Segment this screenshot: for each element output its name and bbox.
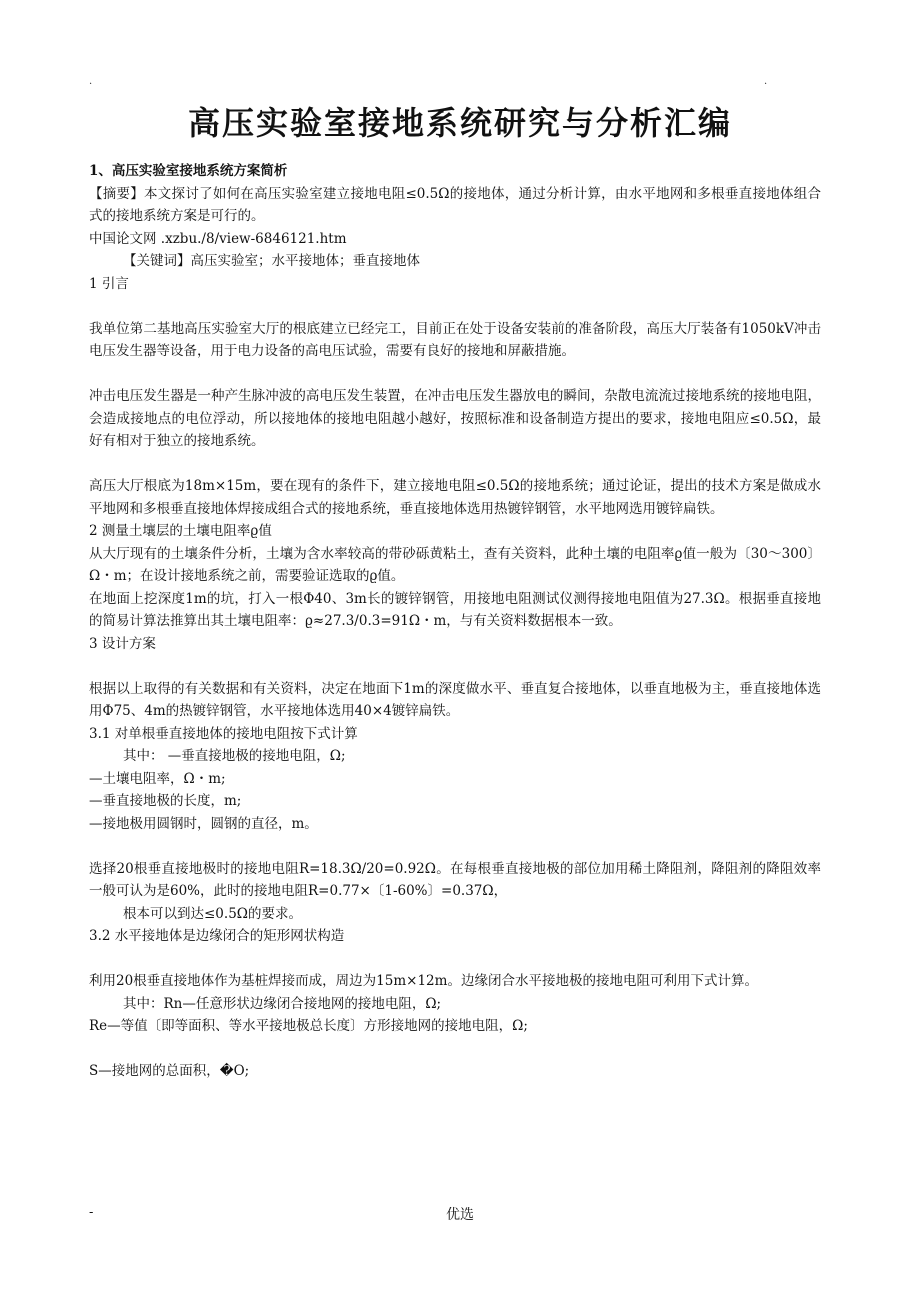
design-paragraph-1: 根据以上取得的有关数据和有关资料，决定在地面下1m的深度做水平、垂直复合接地体，以垂直地极为主，垂直接地体选用Φ75、4m的热镀锌钢管，水平接地体选用40×4镀锌扁铁。 bbox=[89, 680, 821, 719]
section-3-1-where: 其中： —垂直接地极的接地电阻，Ω; bbox=[123, 748, 346, 764]
soil-paragraph-1: 从大厅现有的土壤条件分析，土壤为含水率较高的带砂砾黄粘土，查有关资料，此种土壤的电阻率ϱ值一般为〔30～300〕Ω・m；在设计接地系统之前，需要验证选取的ϱ值。 bbox=[89, 545, 821, 584]
keywords: 【关键词】高压实验室；水平接地体；垂直接地体 bbox=[123, 253, 420, 269]
section-3-1-heading: 3.1 对单根垂直接地体的接地电阻按下式计算 bbox=[89, 725, 358, 742]
abstract: 【摘要】本文探讨了如何在高压实验室建立接地电阻≤0.5Ω的接地体，通过分析计算，由水平地网和多根垂直接地体组合式的接地系统方案是可行的。 bbox=[89, 185, 821, 224]
source-link: 中国论文网 .xzbu./8/view-6846121.htm bbox=[89, 230, 347, 247]
section-3-2-where: 其中：Rn—任意形状边缘闭合接地网的接地电阻，Ω; bbox=[123, 995, 442, 1012]
section-3-2-paragraph-1: 利用20根垂直接地体作为基桩焊接而成，周边为15m×12m。边缘闭合水平接地极的接地电阻可利用下式计算。 bbox=[89, 973, 758, 989]
section-3-1-line-4: —接地极用圆钢时，圆钢的直径，m。 bbox=[89, 815, 318, 832]
section-3-1-paragraph-2: 根本可以到达≤0.5Ω的要求。 bbox=[123, 905, 302, 922]
soil-heading: 2 测量土壤层的土壤电阻率ϱ值 bbox=[89, 523, 272, 539]
section-3-1-line-2: —土壤电阻率，Ω・m; bbox=[89, 770, 226, 787]
document-title: 高压实验室接地系统研究与分析汇编 bbox=[187, 104, 732, 142]
design-heading: 3 设计方案 bbox=[89, 635, 156, 652]
intro-paragraph-1: 我单位第二基地高压实验室大厅的根底建立已经完工，目前正在处于设备安装前的准备阶段，高压大厅装备有1050kV冲击电压发生器等设备，用于电力设备的高电压试验，需要有良好的接地和屏蔽措施。 bbox=[89, 320, 821, 359]
section-3-1-paragraph-1: 选择20根垂直接地极时的接地电阻R=18.3Ω/20=0.92Ω。在每根垂直接地极的部位加用稀土降阻剂，降阻剂的降阻效率一般可认为是60%，此时的接地电阻R=0.77×〔1-60%〕=0.37Ω， bbox=[89, 860, 821, 899]
intro-paragraph-3: 高压大厅根底为18m×15m，要在现有的条件下，建立接地电阻≤0.5Ω的接地系统；通过论证，提出的技术方案是做成水平地网和多根垂直接地体焊接成组合式的接地系统，垂直接地体选用热镀锌钢管，水平地网选用镀锌扁铁。 bbox=[89, 478, 821, 517]
intro-heading: 1 引言 bbox=[89, 275, 129, 292]
soil-paragraph-2: 在地面上挖深度1m的坑，打入一根Φ40、3m长的镀锌钢管，用接地电阻测试仪测得接地电阻值为27.3Ω。根据垂直接地的简易计算法推算出其土壤电阻率：ϱ≈27.3/0.3=91Ω・m，与有关资料数据根本一致。 bbox=[89, 590, 821, 629]
corner-mark-right: . bbox=[764, 76, 768, 87]
section-3-2-line-3: S—接地网的总面积，�O; bbox=[89, 1063, 250, 1079]
section1-heading: 1、高压实验室接地系统方案简析 bbox=[89, 163, 288, 179]
footer-dash: - bbox=[89, 1205, 94, 1220]
corner-mark-left: . bbox=[89, 76, 93, 87]
section-3-2-line-2: Re—等值〔即等面积、等水平接地极总长度〕方形接地网的接地电阻，Ω; bbox=[89, 1018, 528, 1034]
intro-paragraph-2: 冲击电压发生器是一种产生脉冲波的高电压发生装置，在冲击电压发生器放电的瞬间，杂散电流流过接地系统的接地电阻，会造成接地点的电位浮动，所以接地体的接地电阻越小越好，按照标准和设备制造方提出的要求，接地电阻应≤0.5Ω，最好有相对于独立的接地系统。 bbox=[89, 388, 821, 449]
section-3-2-heading: 3.2 水平接地体是边缘闭合的矩形网状构造 bbox=[89, 928, 345, 944]
document-body bbox=[89, 160, 821, 1083]
footer-text: 优选 bbox=[446, 1207, 474, 1223]
section-3-1-line-3: —垂直接地极的长度，m; bbox=[89, 793, 242, 809]
